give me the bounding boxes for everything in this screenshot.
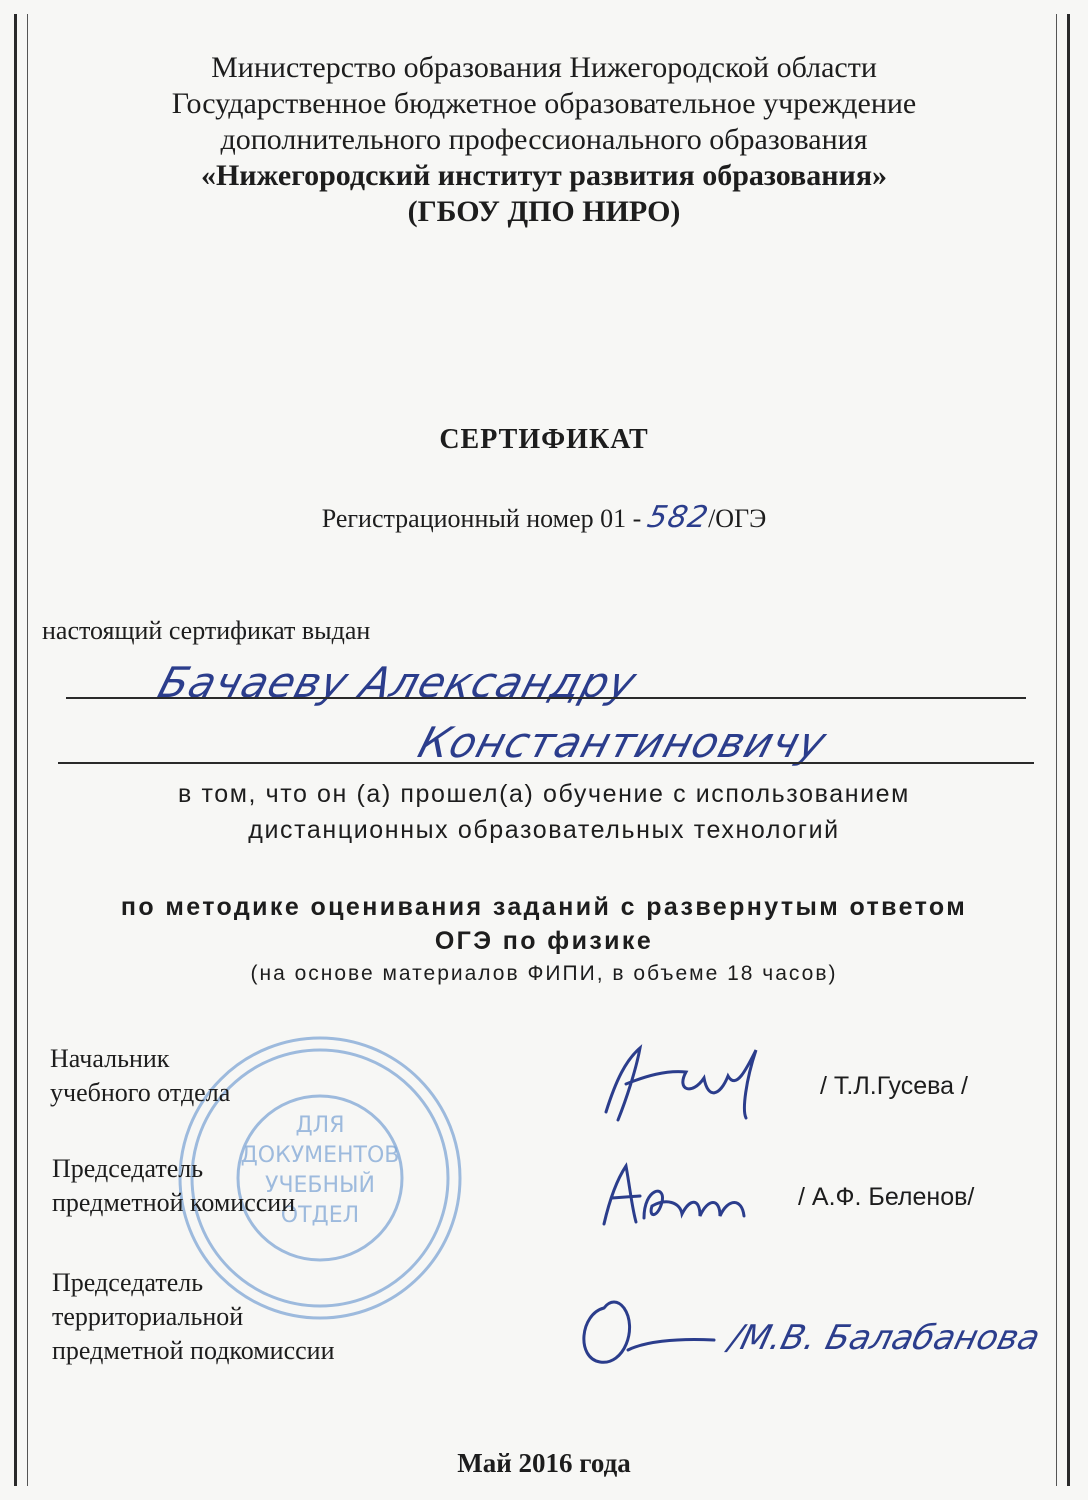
signatory-name-1: / Т.Л.Гусева / xyxy=(820,1072,968,1100)
signatory-name-3: /М.В. Балабанова xyxy=(725,1318,1044,1358)
signatory-role-3-line-3: предметной подкомиссии xyxy=(52,1336,335,1365)
institution-type-line: Государственное бюджетное образовательное учреждение xyxy=(171,87,917,120)
institution-abbreviation: (ГБОУ ДПО НИРО) xyxy=(407,195,681,228)
institution-name: «Нижегородский институт развития образования» xyxy=(200,159,888,192)
signatory-role-1 xyxy=(50,1042,230,1110)
signatory-role-1-line-2: учебного отдела xyxy=(50,1078,231,1107)
issued-label: настоящий сертификат выдан xyxy=(42,616,371,645)
signatory-role-2-line-2: предметной комиссии xyxy=(52,1188,296,1217)
recipient-name-line-2: Константиновичу xyxy=(412,718,833,767)
recipient-underline-2 xyxy=(58,762,1034,764)
signature-3-icon xyxy=(574,1288,734,1378)
signatory-name-2: / А.Ф. Беленов/ xyxy=(798,1183,975,1211)
issue-date: Май 2016 года xyxy=(457,1448,631,1478)
signatory-role-2 xyxy=(52,1152,295,1220)
ministry-line: Министерство образования Нижегородской области xyxy=(211,51,877,84)
document-title: СЕРТИФИКАТ xyxy=(439,424,649,455)
recipient-underline-1 xyxy=(66,697,1026,699)
registration-number xyxy=(0,500,1088,535)
signature-2-icon xyxy=(596,1158,776,1238)
course-title-line-1: по методике оценивания заданий с развернутым ответом xyxy=(120,893,968,921)
recipient-name-line-1: Бачаеву Александру xyxy=(152,658,643,707)
stamp-line-1: ДЛЯ xyxy=(295,1113,345,1138)
course-note: (на основе материалов ФИПИ, в объеме 18 часов) xyxy=(250,962,838,985)
course-title xyxy=(0,890,1088,958)
signatory-role-2-line-1: Председатель xyxy=(52,1154,204,1183)
completion-line-2: дистанционных образовательных технологий xyxy=(248,816,840,844)
completion-statement xyxy=(0,776,1088,848)
registration-prefix: Регистрационный номер 01 - xyxy=(321,504,648,533)
stamp-line-4: ОТДЕЛ xyxy=(280,1203,360,1228)
completion-line-1: в том, что он (а) прошел(а) обучение с использованием xyxy=(178,780,910,808)
course-title-line-2: ОГЭ по физике xyxy=(434,927,654,955)
signatory-role-1-line-1: Начальник xyxy=(50,1044,170,1073)
signature-1-icon xyxy=(596,1030,786,1130)
institution-type-line-2: дополнительного профессионального образования xyxy=(220,123,868,156)
stamp-line-3: УЧЕБНЫЙ xyxy=(265,1173,375,1198)
registration-suffix: /ОГЭ xyxy=(708,504,767,533)
institution-header xyxy=(0,50,1088,230)
signatory-role-3-line-1: Председатель xyxy=(52,1268,204,1297)
signatory-role-3-line-2: территориальной xyxy=(52,1302,244,1331)
registration-number-handwritten: 582 xyxy=(644,500,712,535)
stamp-line-2: ДОКУМЕНТОВ xyxy=(240,1143,400,1168)
signatory-role-3 xyxy=(52,1266,335,1368)
